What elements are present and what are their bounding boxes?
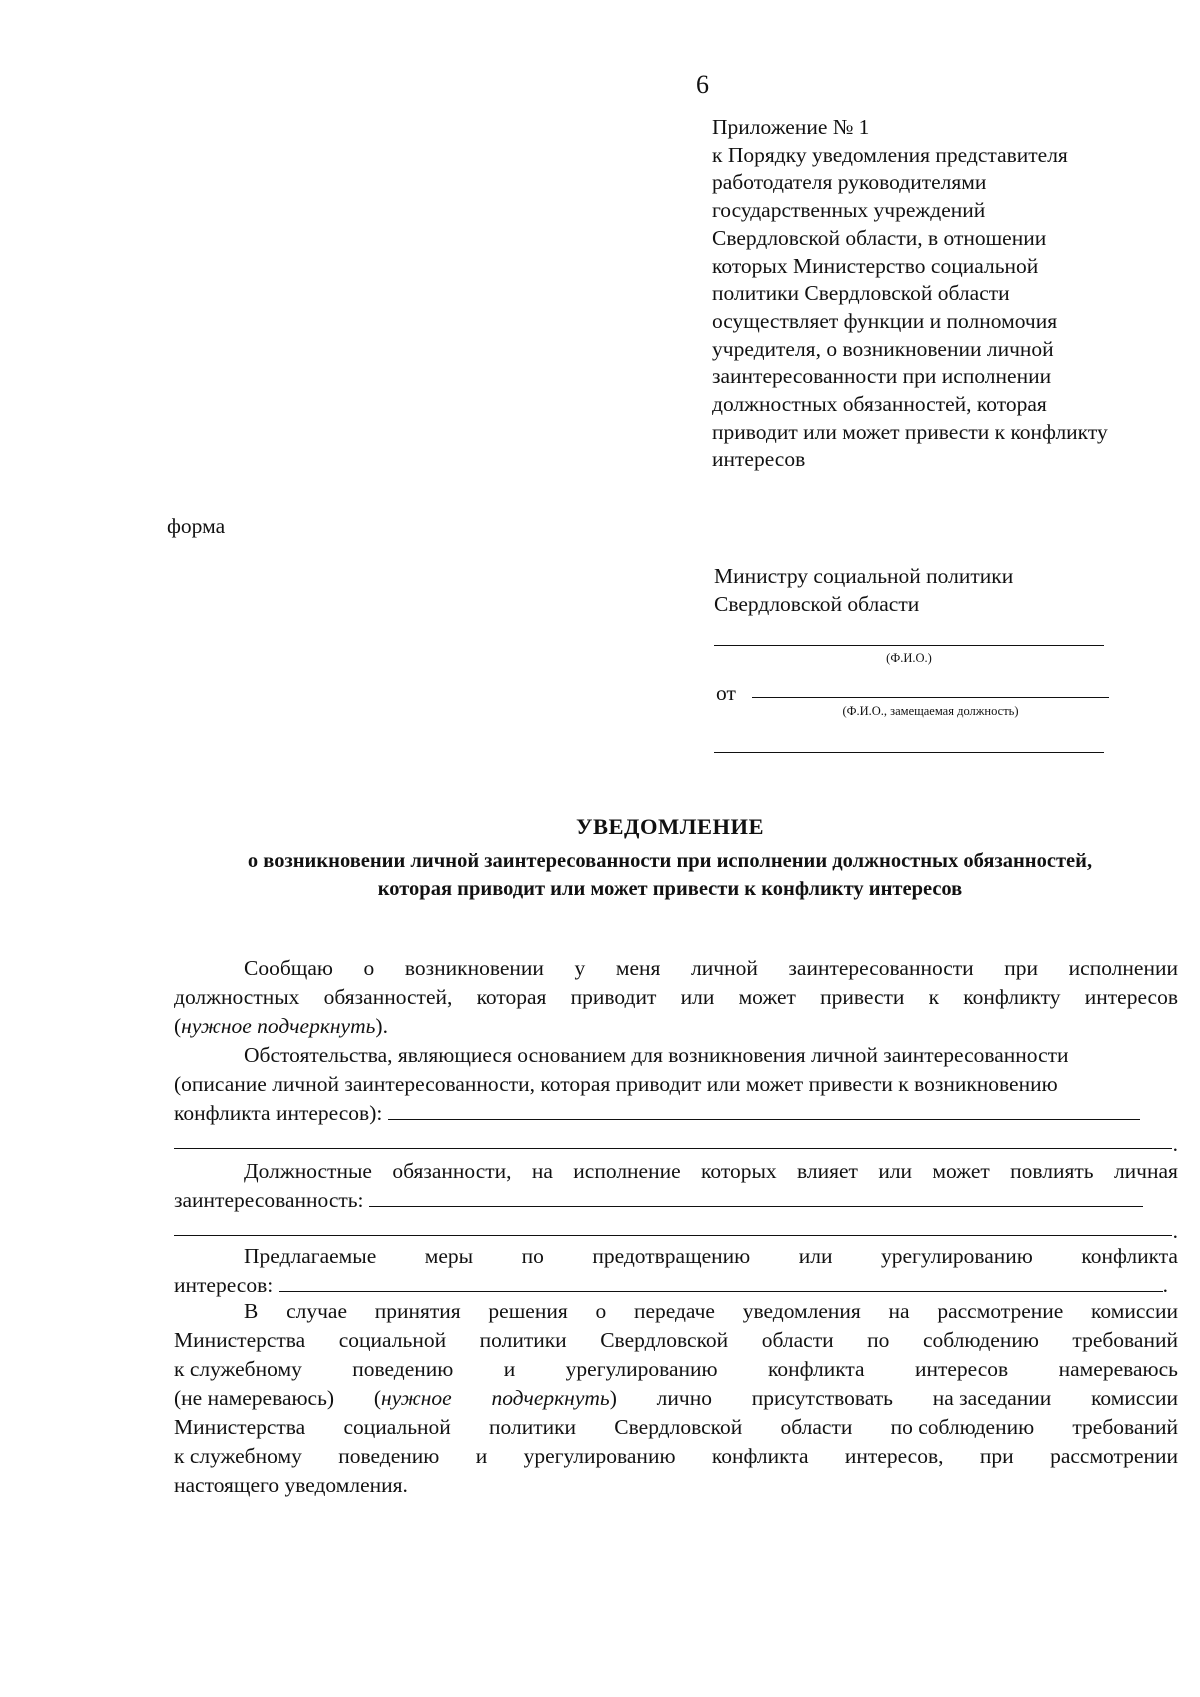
word: решения [488,1299,568,1323]
word: возникновении [404,956,544,980]
word: Министерства [174,1415,306,1439]
p3-line-2: заинтересованность: [174,1186,1178,1215]
word: урегулированию [565,1357,718,1381]
appendix-line-2: к Порядку уведомления представителя [712,142,1068,167]
word: Свердловской [614,1415,743,1439]
word: может [738,985,796,1009]
p1-line-2 [174,983,1178,1012]
document-title: УВЕДОМЛЕНИЕ [575,814,765,839]
fio-caption: (Ф.И.О.) [886,651,932,665]
word: урегулированию [880,1244,1033,1268]
word: при [979,1444,1014,1468]
appendix-line-9: учредителя, о возникновении личной [712,336,1054,361]
p4-line-1 [174,1242,1178,1271]
word: требований [1072,1328,1178,1352]
word: рассмотрении [1050,1444,1178,1468]
word: обязанностей, [323,985,453,1009]
word: конфликта [711,1444,809,1468]
appendix-line-13: интересов [712,447,806,472]
paragraph-5 [174,1297,1178,1500]
word: интересов, [844,1444,944,1468]
word: к служебному [174,1357,302,1381]
appendix-line-3: работодателя руководителями [712,170,987,195]
appendix-line-4: государственных учреждений [712,198,986,223]
word: привести [820,985,905,1009]
p1-line-1 [174,954,1178,983]
word: на [531,1159,553,1183]
word: Свердловской [600,1328,729,1352]
appendix-line-10: заинтересованности при исполнении [712,364,1052,389]
word: к служебному [174,1444,302,1468]
p3-line-1 [174,1157,1178,1186]
word: при [1004,956,1039,980]
word: которых [701,1159,777,1183]
word: политики [489,1415,577,1439]
paragraph-3 [174,1157,1178,1244]
word: социальной [338,1328,447,1352]
underline-hint: нужное подчеркнуть [181,1014,376,1038]
word: на [888,1299,910,1323]
paragraph-1 [174,954,1178,1041]
p2-line-2: (описание личной заинтересованности, которая приводит или может привести к возникновению [174,1072,1058,1096]
paragraph-2 [174,1041,1178,1157]
duties-field[interactable] [369,1186,1143,1207]
word: меня [615,956,661,980]
word: личной [691,956,758,980]
word: исполнение [573,1159,681,1183]
word: которая [476,985,547,1009]
appendix-line-5: Свердловской области, в отношении [712,225,1047,250]
p5-line-3 [174,1355,1178,1384]
word: или [680,985,715,1009]
word: Предлагаемые [244,1244,377,1268]
word: заинтересованности [788,956,974,980]
word: конфликта [767,1357,865,1381]
word: рассмотрение [937,1299,1064,1323]
appendix-header [712,114,1182,474]
from-caption: (Ф.И.О., замещаемая должность) [842,704,1019,718]
word: уведомления [742,1299,861,1323]
p5-line-1 [174,1297,1178,1326]
word: намереваюсь [1058,1357,1178,1381]
word: конфликта [1081,1244,1178,1268]
addressee-block [714,562,1013,618]
appendix-line-8: осуществляет функции и полномочия [712,308,1058,333]
from-label: от [716,681,736,705]
word: приводит [570,985,657,1009]
p2-line-1: Обстоятельства, являющиеся основанием для возникновения личной заинтересованности [244,1043,1069,1067]
word: области [780,1415,853,1439]
word: может [932,1159,990,1183]
word: поведению [352,1357,454,1381]
p4-line-2: интересов: . [174,1273,1168,1297]
word: по соблюдению [890,1415,1035,1439]
appendix-line-6: которых Министерство социальной [712,253,1039,278]
word: и [503,1357,516,1381]
word: урегулированию [523,1444,676,1468]
word: В [244,1299,259,1323]
appendix-line-11: должностных обязанностей, которая [712,392,1047,417]
word: у [574,956,586,980]
word: социальной [343,1415,451,1439]
word: должностных [174,985,300,1009]
paragraph-4 [174,1242,1178,1300]
word: или [798,1244,833,1268]
word: меры [424,1244,474,1268]
page-number: 6 [696,70,709,99]
word: поведению [338,1444,440,1468]
word: влияет [797,1159,858,1183]
position-line [714,752,1104,753]
word: принятия [374,1299,461,1323]
p5-line-2 [174,1326,1178,1355]
word: по [521,1244,544,1268]
addressee-line-2: Свердловской области [714,592,920,616]
p5-line-4: (не намереваюсь) (нужное подчеркнуть) лично присутствовать на заседании комиссии [174,1386,1178,1410]
circumstances-field-2[interactable]: . [174,1128,1178,1157]
word: случае [286,1299,347,1323]
word: соблюдению [922,1328,1039,1352]
fio-line [714,645,1104,646]
word: обязанности, [392,1159,512,1183]
appendix-line-1: Приложение № 1 [712,115,870,139]
word: повлиять [1010,1159,1094,1183]
word: личная [1113,1159,1178,1183]
word: передаче [633,1299,715,1323]
appendix-line-7: политики Свердловской области [712,281,1010,306]
measures-field[interactable] [279,1271,1163,1292]
document-subtitle-1: о возникновении личной заинтересованности при исполнении должностных обязанностей, [247,850,1093,872]
word: требований [1072,1415,1178,1439]
from-line [752,697,1109,698]
word: конфликту [963,985,1061,1009]
word: о [595,1299,607,1323]
p5-line-6 [174,1442,1178,1471]
p5-line-5 [174,1413,1178,1442]
addressee-line-1: Министру социальной политики [714,564,1014,588]
p5-line-7: настоящего уведомления. [174,1473,408,1497]
word: интересов [1084,985,1178,1009]
word: предотвращению [592,1244,751,1268]
word: исполнении [1068,956,1178,980]
word: комиссии [1091,1299,1178,1323]
word: или [878,1159,913,1183]
word: по [867,1328,890,1352]
p1-line-3: (нужное подчеркнуть). [174,1014,388,1038]
document-subtitle-2: которая приводит или может привести к конфликту интересов [377,878,963,900]
word: интересов [914,1357,1009,1381]
word: Должностные [244,1159,372,1183]
form-label: форма [167,514,226,538]
duties-field-2[interactable]: . [174,1215,1178,1244]
appendix-line-12: приводит или может привести к конфликту [712,419,1108,444]
word: Сообщаю [244,956,333,980]
word: и [475,1444,488,1468]
word: к [928,985,940,1009]
p2-line-3: конфликта интересов): [174,1099,1178,1128]
word: области [761,1328,834,1352]
word: о [363,956,375,980]
circumstances-field[interactable] [388,1099,1140,1120]
word: политики [479,1328,567,1352]
word: Министерства [174,1328,306,1352]
